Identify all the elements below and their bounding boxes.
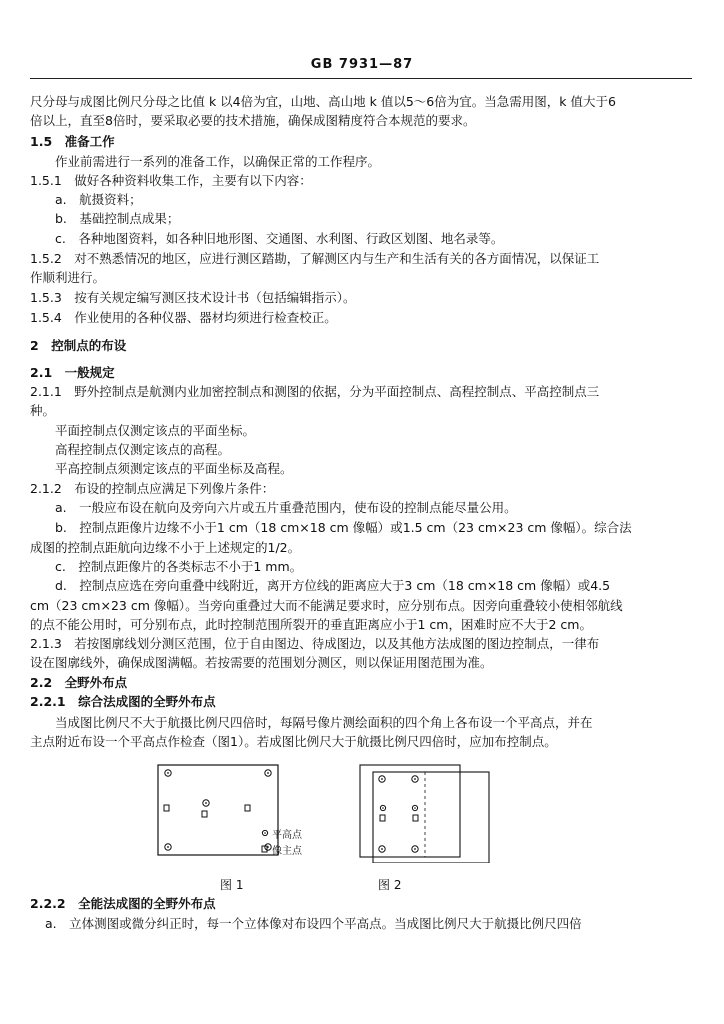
text-line: 设在图廓线外，确保成图满幅。若按需要的范围划分测区，则以保证用图范围为准。 — [30, 655, 493, 670]
text-line: 当成图比例尺不大于航摄比例尺四倍时，每隔号像片测绘面积的四个角上各布设一个平高点，并在 — [55, 715, 593, 730]
figure-1-caption: 图 1 — [220, 878, 244, 892]
text-line: cm（23 cm×23 cm 像幅）。当旁向重叠过大而不能满足要求时，应分别布点。因旁向重叠较小使相邻航线 — [30, 598, 623, 613]
text-line: 的点不能公用时，可分别布点，此时控制范围所裂开的垂直距离应小于1 cm，困难时应不大于2 cm。 — [30, 617, 592, 632]
text-line: 作业前需进行一系列的准备工作，以确保正常的工作程序。 — [55, 154, 381, 169]
text-line: 平高控制点须测定该点的平面坐标及高程。 — [55, 461, 293, 476]
list-item: a. 一般应布设在航向及旁向六片或五片重叠范围内，使布设的控制点能尽量公用。 — [55, 500, 517, 515]
text-line: 成图的控制点距航向边缘不小于上述规定的1/2。 — [30, 540, 301, 555]
list-item: b. 基础控制点成果； — [55, 211, 180, 226]
text-line: 1.5.1 做好各种资料收集工作，主要有以下内容： — [30, 173, 312, 188]
list-item: d. 控制点应选在旁向重叠中线附近，离开方位线的距离应大于3 cm（18 cm×18 cm 像幅）或4.5 — [55, 578, 611, 593]
text-line: 种。 — [30, 403, 56, 418]
standard-number-header: GB 7931—87 — [310, 57, 414, 72]
list-item: c. 各种地图资料，如各种旧地形图、交通图、水利图、行政区划图、地名录等。 — [55, 231, 504, 246]
chapter-heading: 2 控制点的布设 — [30, 338, 127, 353]
text-line: 2.1.1 野外控制点是航测内业加密控制点和测图的依据，分为平面控制点、高程控制点、平高控制点三 — [30, 384, 600, 399]
text-line: 2.1.3 若按图廓线划分测区范围，位于自由图边、待成图边，以及其他方法成图的图边控制点，一律布 — [30, 636, 600, 651]
figure-2 — [355, 763, 495, 863]
legend-principal-point: 像主点 — [272, 846, 302, 857]
text-line: 平面控制点仅测定该点的平面坐标。 — [55, 423, 256, 438]
text-line: 主点附近布设一个平高点作检查（图1）。若成图比例尺大于航摄比例尺四倍时，应加布控制点。 — [30, 734, 557, 749]
list-item: a. 立体测图或微分纠正时，每一个立体像对布设四个平高点。当成图比例尺大于航摄比例尺四倍 — [45, 916, 582, 931]
text-line: 倍以上，直至8倍时，要采取必要的技术措施，确保成图精度符合本规范的要求。 — [30, 113, 476, 128]
text-line: 1.5.3 按有关规定编写测区技术设计书（包括编辑指示）。 — [30, 290, 356, 305]
subsection-heading: 2.2.1 综合法成图的全野外布点 — [30, 694, 216, 709]
text-line: 作顺利进行。 — [30, 270, 106, 285]
list-item: a. 航摄资料； — [55, 192, 142, 207]
text-line: 高程控制点仅测定该点的高程。 — [55, 442, 231, 457]
list-item: b. 控制点距像片边缘不小于1 cm（18 cm×18 cm 像幅）或1.5 cm（23 cm×23 cm 像幅）。综合法 — [55, 520, 632, 535]
section-heading: 2.2 全野外布点 — [30, 675, 128, 690]
list-item: c. 控制点距像片的各类标志不小于1 mm。 — [55, 559, 303, 574]
figure-2-caption: 图 2 — [378, 878, 402, 892]
text-line: 2.1.2 布设的控制点应满足下列像片条件： — [30, 481, 275, 496]
text-line: 1.5.2 对不熟悉情况的地区，应进行测区踏勘，了解测区内与生产和生活有关的各方面情况，以保证工 — [30, 251, 600, 266]
section-heading: 1.5 准备工作 — [30, 134, 115, 149]
text-line: 尺分母与成图比例尺分母之比值 k 以4倍为宜，山地、高山地 k 值以5～6倍为宜。当急需用图，k 值大于6 — [30, 94, 616, 109]
legend-control-point: 平高点 — [272, 830, 302, 841]
header-rule — [30, 78, 692, 79]
section-heading: 2.1 一般规定 — [30, 365, 115, 380]
text-line: 1.5.4 作业使用的各种仪器、器材均须进行检查校正。 — [30, 310, 337, 325]
subsection-heading: 2.2.2 全能法成图的全野外布点 — [30, 896, 216, 911]
